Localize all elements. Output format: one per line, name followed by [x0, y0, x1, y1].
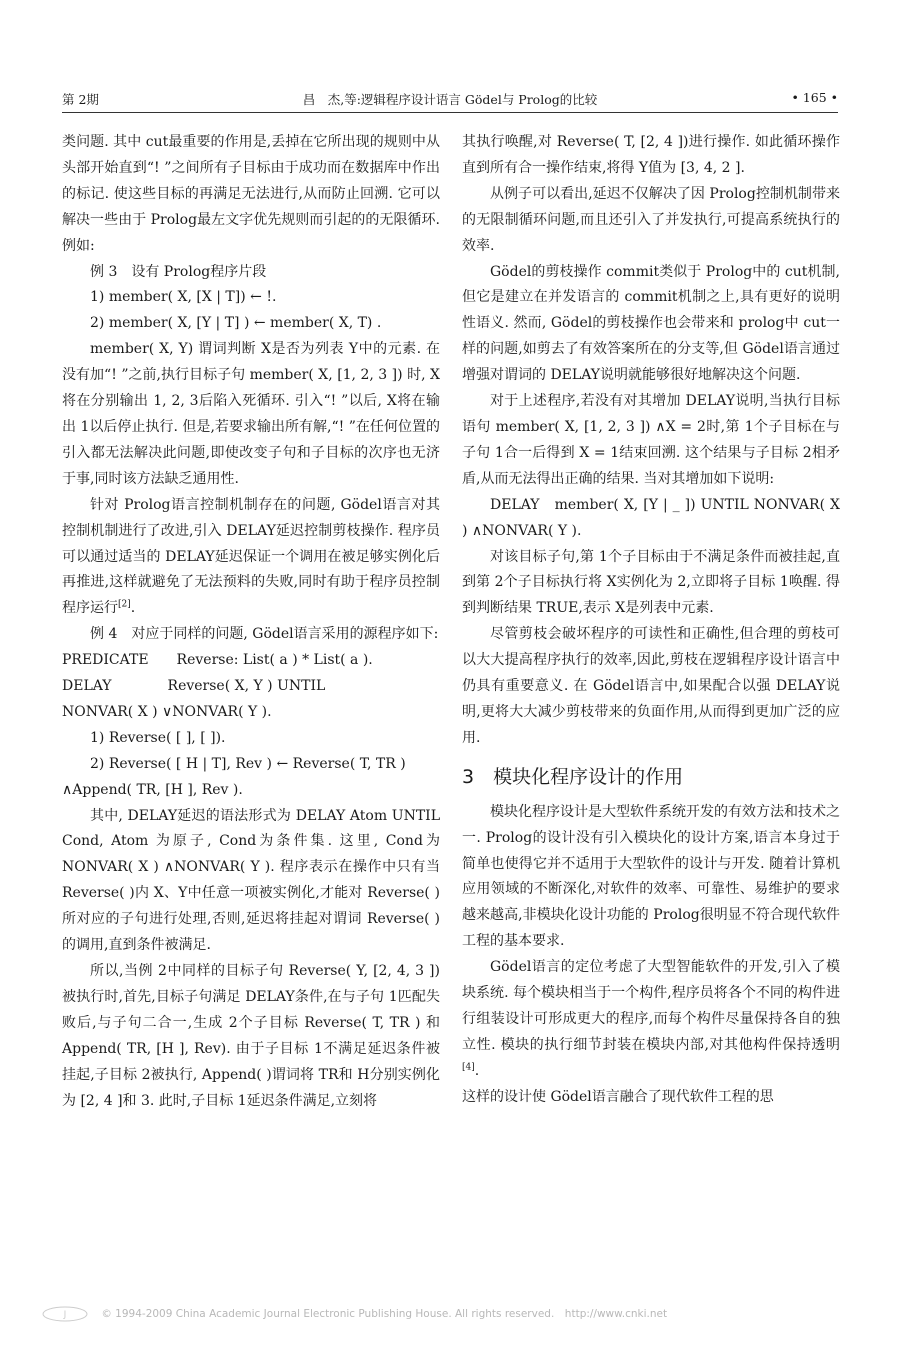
- code-line: 2) member( X, [Y | T] ) ← member( X, T) .: [90, 315, 382, 332]
- paragraph: 其中, DELAY延迟的语法形式为 DELAY Atom UNTIL Cond, Atom 为原子, Cond为条件集. 这里, Cond为 NONVAR( X ) ∧NONVAR( Y ). 程序表示在操作中只有当 Reverse( )内 X、Y中任意一项被实例化,才能对 Reverse( )所对应的子句进行处理,否则,延迟将挂起对谓词 Reverse( )的调用,直到条件被满足.: [62, 807, 440, 954]
- issue-number: 第 2期: [62, 92, 99, 107]
- period: .: [474, 1062, 480, 1079]
- paragraph: 尽管剪枝会破坏程序的可读性和正确性,但合理的剪枝可以大大提高程序执行的效率,因此,剪枝在逻辑程序设计语言中仍具有重要意义. 在 Gödel语言中,如果配合以强 DELAY说明,更将大大减少剪枝带来的负面作用,从而得到更加广泛的应用.: [462, 626, 840, 746]
- copyright-text: © 1994-2009 China Academic Journal Electronic Publishing House. All rights reserved. http://www.cnki.net: [101, 1308, 668, 1320]
- right-column: [462, 130, 840, 1111]
- running-title: 昌 杰,等:逻辑程序设计语言 Gödel与 Prolog的比较: [302, 92, 598, 107]
- paragraph: 从例子可以看出,延迟不仅解决了因 Prolog控制机制带来的无限制循环问题,而且还引入了并发执行,可提高系统执行的效率.: [462, 185, 840, 254]
- cnki-logo-icon: [40, 1305, 90, 1323]
- page-number: • 165 •: [791, 90, 838, 105]
- paragraph: 其执行唤醒,对 Reverse( T, [2, 4 ])进行操作. 如此循环操作直到所有合一操作结束,将得 Y值为 [3, 4, 2 ].: [462, 134, 840, 176]
- paragraph: 对于上述程序,若没有对其增加 DELAY说明,当执行目标语句 member( X, [1, 2, 3 ]) ∧X = 2时,第 1个子目标在与子句 1合一后得到 X = 1结束回溯. 这个结果与子目标 2相矛盾,从而无法得出正确的结果. 当对其增加如下说明:: [462, 393, 840, 487]
- paragraph: Gödel的剪枝操作 commit类似于 Prolog中的 cut机制,但它是建立在并发语言的 commit机制之上,具有更好的说明性语义. 然而, Gödel的剪枝操作也会带来和 prolog中 cut一样的问题,如剪去了有效答案所在的分支等,但 Gödel语言通过增强对谓词的 DELAY说明就能够很好地解决这个问题.: [462, 263, 840, 384]
- paragraph: [62, 493, 440, 623]
- citation: [4]: [462, 1062, 475, 1073]
- code-line: PREDICATE Reverse: List( a ) * List( a ).: [62, 652, 373, 669]
- code-line: DELAY Reverse( X, Y ) UNTIL: [62, 678, 326, 695]
- paragraph: [462, 955, 840, 1085]
- paragraph-text: 针对 Prolog语言控制机制存在的问题, Gödel语言对其控制机制进行了改进,引入 DELAY延迟控制剪枝操作. 程序员可以通过适当的 DELAY延迟保证一个调用在被足够实例化后再推进,这样就避免了无法预料的失败,同时有助于程序员控制程序运行: [62, 496, 440, 617]
- example-4-heading: 例 4 对应于同样的问题, Gödel语言采用的源程序如下:: [90, 626, 439, 643]
- period: .: [130, 600, 136, 617]
- running-header: [62, 90, 838, 110]
- code-line: ∧Append( TR, [H ], Rev ).: [62, 781, 243, 798]
- left-column: [62, 130, 440, 1114]
- paragraph: member( X, Y) 谓词判断 X是否为列表 Y中的元素. 在没有加“! ”之前,执行目标子句 member( X, [1, 2, 3 ]) 时, X将在分别输出 1, 2, 3后陷入死循环. 引入“! ”以后, X将在输出 1以后停止执行. 但是,若要求输出所有解,“! ”在任何位置的引入都无法解决此问题,即使改变子句和子目标的次序也无济于事,同时该方法缺乏通用性.: [62, 341, 440, 487]
- paragraph: 所以,当例 2中同样的目标子句 Reverse( Y, [2, 4, 3 ])被执行时,首先,目标子句满足 DELAY条件,在与子句 1匹配失败后,与子句二合一,生成 2个子目标 Reverse( T, TR ) 和 Append( TR, [H ], Rev). 由于子目标 1不满足延迟条件被挂起,子目标 2被执行, Append( )谓词将 TR和 H分别实例化为 [2, 4 ]和 3. 此时,子目标 1延迟条件满足,立刻将: [62, 963, 440, 1109]
- paragraph: 模块化程序设计是大型软件系统开发的有效方法和技术之一. Prolog的设计没有引入模块化的设计方案,语言本身过于简单也使得它并不适用于大型软件的设计与开发. 随着计算机应用领域的不断深化,对软件的效率、可靠性、易维护的要求越来越高,非模块化设计功能的 Prolog很明显不符合现代软件工程的基本要求.: [462, 803, 840, 950]
- example-3-heading: 例 3 设有 Prolog程序片段: [90, 263, 267, 280]
- header-rule: [62, 112, 838, 113]
- code-line: DELAY member( X, [Y | _ ]) UNTIL NONVAR( X ) ∧NONVAR( Y ).: [462, 496, 840, 539]
- paragraph: 这样的设计使 Gödel语言融合了现代软件工程的思: [462, 1088, 774, 1105]
- code-line: 2) Reverse( [ H | T], Rev ) ← Reverse( T, TR ): [90, 755, 406, 772]
- code-line: 1) member( X, [X | T]) ← !.: [90, 289, 277, 306]
- citation: [2]: [118, 599, 131, 610]
- code-line: 1) Reverse( [ ], [ ]).: [90, 729, 226, 746]
- code-line: NONVAR( X ) ∨NONVAR( Y ).: [62, 703, 272, 720]
- copyright-footer: [40, 1305, 667, 1323]
- svg-text:J: J: [63, 1310, 67, 1320]
- section-heading: 3 模块化程序设计的作用: [462, 765, 684, 788]
- paragraph-text: Gödel语言的定位考虑了大型智能软件的开发,引入了模块系统. 每个模块相当于一个构件,程序员将各个不同的构件进行组装设计可形成更大的程序,而每个构件尽量保持各自的独立性. 模块的执行细节封装在模块内部,对其他构件保持透明: [462, 959, 840, 1053]
- paragraph: 类问题. 其中 cut最重要的作用是,丢掉在它所出现的规则中从头部开始直到“! ”之间所有子目标由于成功而在数据库中作出的标记. 使这些目标的再满足无法进行,从而防止回溯. 它可以解决一些由于 Prolog最左文字优先规则而引起的的无限循环. 例如:: [62, 134, 440, 254]
- paragraph: 对该目标子句,第 1个子目标由于不满足条件而被挂起,直到第 2个子目标执行将 X实例化为 2,立即将子目标 1唤醒. 得到判断结果 TRUE,表示 X是列表中元素.: [462, 548, 840, 617]
